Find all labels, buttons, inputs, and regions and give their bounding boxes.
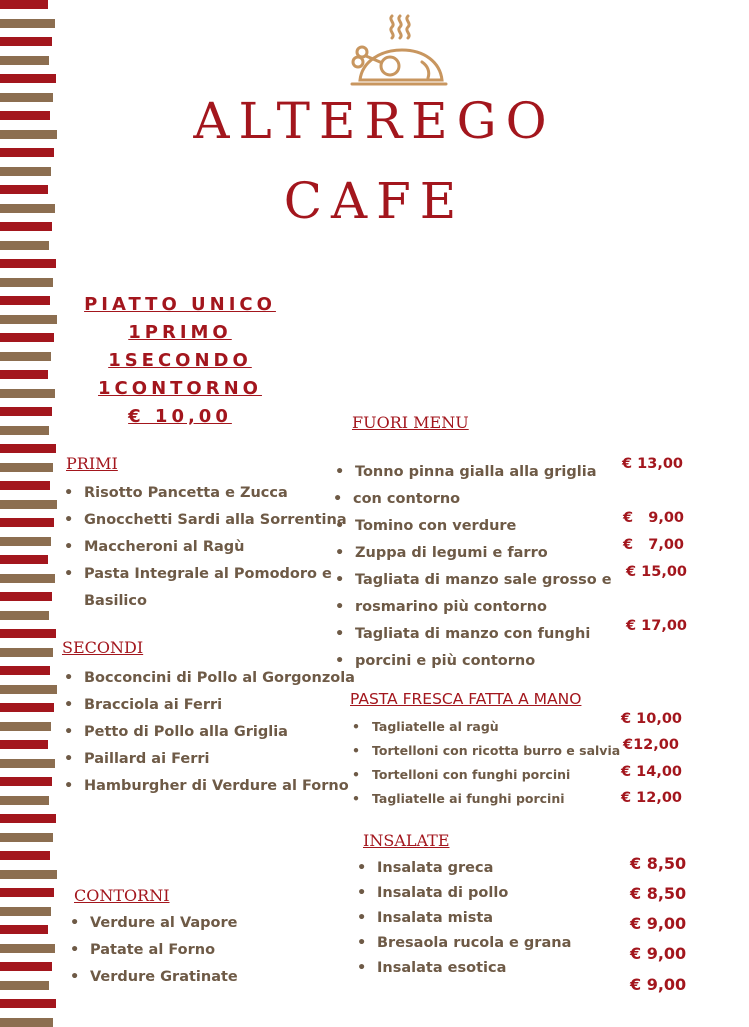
stripe — [0, 592, 52, 601]
list-item: • Insalata di pollo — [377, 881, 571, 906]
list-item: • Insalata mista — [377, 906, 571, 931]
stripe — [0, 426, 49, 435]
stripe — [0, 555, 48, 564]
combo-line: PIATTO UNICO — [84, 294, 276, 315]
primi-heading: PRIMI — [66, 454, 118, 473]
stripe — [0, 944, 55, 953]
price: € 10,00 — [621, 711, 683, 727]
price: € 15,00 — [626, 564, 688, 580]
list-item: • Insalata esotica — [377, 956, 571, 981]
secondi-list — [84, 665, 355, 800]
stripe — [0, 296, 50, 305]
stripe — [0, 722, 51, 731]
stripe — [0, 1018, 53, 1027]
stripe — [0, 407, 52, 416]
list-item-cont: • Basilico — [84, 588, 347, 615]
list-item: • Petto di Pollo alla Griglia — [84, 719, 355, 746]
list-item: • Tonno pinna gialla alla griglia — [355, 459, 615, 486]
stripe — [0, 315, 57, 324]
contorni-list — [90, 910, 238, 991]
list-item: • Bracciola ai Ferri — [84, 692, 355, 719]
combo-line: 1SECONDO — [108, 350, 252, 371]
combo-line: 1PRIMO — [128, 322, 232, 343]
stripe — [0, 278, 53, 287]
price: € 8,50 — [630, 854, 687, 873]
price: € 12,00 — [621, 790, 683, 806]
stripe — [0, 962, 52, 971]
primi-list — [84, 480, 347, 615]
insalate-heading: INSALATE — [363, 831, 450, 850]
list-item: • Tagliatelle al ragù — [372, 715, 620, 739]
price: € 7,00 — [623, 537, 685, 553]
stripe — [0, 389, 55, 398]
list-item: • Bocconcini di Pollo al Gorgonzola — [84, 665, 355, 692]
stripe — [0, 685, 57, 694]
fuori-menu-list — [355, 459, 615, 675]
list-item: • Tortelloni con funghi porcini — [372, 763, 620, 787]
decorative-stripes — [0, 0, 58, 1024]
price: € 8,50 — [630, 884, 687, 903]
pasta-list — [372, 715, 620, 811]
price: € 9,00 — [630, 975, 687, 994]
stripe — [0, 999, 56, 1008]
stripe — [0, 19, 55, 28]
stripe — [0, 611, 49, 620]
price: € 9,00 — [630, 914, 687, 933]
list-item-cont: • con contorno — [353, 486, 615, 513]
list-item: • Verdure Gratinate — [90, 964, 238, 991]
stripe — [0, 666, 50, 675]
list-item: • Tagliatelle ai funghi porcini — [372, 787, 620, 811]
stripe — [0, 888, 54, 897]
stripe — [0, 518, 54, 527]
stripe — [0, 703, 54, 712]
stripe — [0, 851, 50, 860]
stripe — [0, 740, 48, 749]
list-item-cont: • porcini e più contorno — [355, 648, 615, 675]
list-item: • Risotto Pancetta e Zucca — [84, 480, 347, 507]
cafe-name-line2: CAFE — [283, 172, 466, 230]
roast-chicken-icon — [350, 12, 450, 88]
insalate-list — [377, 856, 571, 981]
list-item: • Patate al Forno — [90, 937, 238, 964]
list-item: • Tagliata di manzo sale grosso e — [355, 567, 615, 594]
stripe — [0, 759, 55, 768]
list-item: • Tortelloni con ricotta burro e salvia — [372, 739, 620, 763]
stripe — [0, 463, 53, 472]
stripe — [0, 259, 56, 268]
list-item: • Tagliata di manzo con funghi — [355, 621, 615, 648]
stripe — [0, 370, 48, 379]
list-item-cont: • rosmarino più contorno — [355, 594, 615, 621]
price: € 9,00 — [630, 944, 687, 963]
stripe — [0, 777, 52, 786]
stripe — [0, 241, 49, 250]
secondi-heading: SECONDI — [62, 638, 144, 657]
list-item: • Insalata greca — [377, 856, 571, 881]
stripe — [0, 537, 51, 546]
stripe — [0, 648, 53, 657]
stripe — [0, 37, 52, 46]
list-item: • Hamburgher di Verdure al Forno — [84, 773, 355, 800]
list-item: • Bresaola rucola e grana — [377, 931, 571, 956]
stripe — [0, 500, 57, 509]
pasta-heading: PASTA FRESCA FATTA A MANO — [350, 690, 582, 708]
price: € 13,00 — [622, 456, 684, 472]
combo-line: 1CONTORNO — [98, 378, 262, 399]
list-item: • Maccheroni al Ragù — [84, 534, 347, 561]
list-item: • Zuppa di legumi e farro — [355, 540, 615, 567]
price: € 14,00 — [621, 764, 683, 780]
combo-offer — [60, 291, 300, 431]
stripe — [0, 981, 49, 990]
price: € 17,00 — [626, 618, 688, 634]
stripe — [0, 870, 57, 879]
list-item: • Gnocchetti Sardi alla Sorrentina — [84, 507, 347, 534]
stripe — [0, 629, 56, 638]
stripe — [0, 925, 48, 934]
list-item: • Pasta Integrale al Pomodoro e — [84, 561, 347, 588]
stripe — [0, 907, 51, 916]
fuori-menu-heading: FUORI MENU — [352, 413, 469, 432]
stripe — [0, 481, 50, 490]
stripe — [0, 444, 56, 453]
stripe — [0, 574, 55, 583]
list-item: • Paillard ai Ferri — [84, 746, 355, 773]
combo-price: € 10,00 — [128, 406, 232, 427]
contorni-heading: CONTORNI — [74, 886, 170, 905]
stripe — [0, 352, 51, 361]
stripe — [0, 0, 48, 9]
list-item: • Verdure al Vapore — [90, 910, 238, 937]
cafe-name-line1: ALTEREGO — [193, 92, 556, 150]
stripe — [0, 74, 56, 83]
price: €12,00 — [623, 737, 679, 753]
list-item: • Tomino con verdure — [355, 513, 615, 540]
stripe — [0, 814, 56, 823]
stripe — [0, 333, 54, 342]
stripe — [0, 833, 53, 842]
stripe — [0, 56, 49, 65]
price: € 9,00 — [623, 510, 685, 526]
stripe — [0, 796, 49, 805]
